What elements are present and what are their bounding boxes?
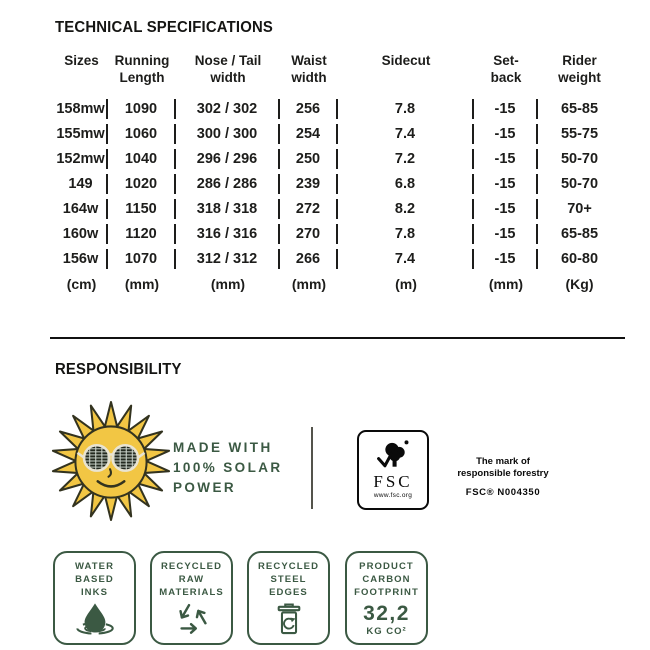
fsc-logo: [357, 430, 429, 510]
table-cell: 312 / 312: [176, 249, 280, 269]
table-cell: 1070: [108, 249, 176, 269]
recycle-arrows-icon: [173, 600, 211, 636]
table-cell: -15: [474, 174, 538, 194]
table-cell: 1090: [108, 99, 176, 119]
badge-label-line: INKS: [80, 587, 109, 598]
badge-label-line: EDGES: [269, 587, 308, 598]
badge-label-line: BASED: [75, 574, 114, 585]
solar-claim-line: MADE WITH: [173, 440, 273, 455]
badge-label-line: MATERIALS: [159, 587, 224, 598]
fsc-acronym: FSC: [373, 472, 413, 491]
table-cell: 65-85: [560, 101, 599, 117]
solar-claim-line: POWER: [173, 480, 237, 495]
table-cell: 7.4: [338, 249, 474, 269]
water-drop-icon: [70, 602, 120, 636]
unit-cell: (mm): [210, 276, 246, 292]
unit-cell: (mm): [124, 276, 160, 292]
fsc-mark-line: responsible forestry: [457, 467, 549, 479]
section-divider: [50, 337, 625, 339]
unit-cell: (mm): [488, 276, 524, 292]
carbon-footprint-value: 32,2: [363, 602, 410, 625]
table-cell: 7.2: [338, 149, 474, 169]
table-cell: 296 / 296: [176, 149, 280, 169]
table-cell: 270: [280, 224, 338, 244]
column-header-line: Nose / Tail: [194, 53, 262, 68]
table-cell: -15: [474, 224, 538, 244]
page-title: TECHNICAL SPECIFICATIONS: [55, 19, 274, 36]
spec-table-header: [55, 52, 621, 86]
badge-label-line: RECYCLED: [160, 561, 223, 572]
table-cell: 1040: [108, 149, 176, 169]
solar-claim: [173, 438, 283, 498]
table-cell: 6.8: [338, 174, 474, 194]
table-cell: 156w: [55, 249, 108, 269]
column-header-line: Set-: [493, 53, 519, 68]
table-row: [55, 224, 621, 244]
table-cell: -15: [474, 149, 538, 169]
column-header: [55, 52, 108, 86]
table-cell: 316 / 316: [176, 224, 280, 244]
table-row: [55, 149, 621, 169]
column-header-line: width: [291, 70, 327, 85]
unit-cell: (m): [395, 276, 417, 292]
table-cell: 1150: [108, 199, 176, 219]
responsibility-title: RESPONSIBILITY: [55, 361, 182, 378]
column-header-line: width: [210, 70, 246, 85]
table-cell: 302 / 302: [176, 99, 280, 119]
table-cell: 70+: [567, 201, 592, 217]
spec-table-body: [55, 99, 621, 269]
solar-claim-line: 100% SOLAR: [173, 460, 283, 475]
table-cell: 1020: [108, 174, 176, 194]
column-header-line: back: [490, 70, 522, 85]
spec-table-units: [55, 275, 621, 293]
table-cell: 239: [280, 174, 338, 194]
solar-sun-icon: [50, 400, 172, 522]
recycle-bin-icon: [274, 602, 304, 636]
column-header: [176, 52, 280, 86]
table-cell: 8.2: [338, 199, 474, 219]
column-header-line: Sizes: [64, 53, 99, 68]
table-row: [55, 199, 621, 219]
badge-label-line: CARBON: [362, 574, 411, 585]
column-header-line: Running: [114, 53, 170, 68]
column-header-line: Waist: [291, 53, 327, 68]
table-cell: 286 / 286: [176, 174, 280, 194]
table-row: [55, 174, 621, 194]
fsc-mark-line: The mark of: [476, 456, 530, 467]
badge-label-line: PRODUCT: [359, 561, 414, 572]
table-cell: 164w: [55, 199, 108, 219]
column-header: [280, 52, 338, 86]
table-cell: 7.4: [338, 124, 474, 144]
fsc-url: www.fsc.org: [373, 492, 413, 499]
table-cell: 254: [280, 124, 338, 144]
table-cell: 50-70: [560, 151, 599, 167]
table-cell: -15: [474, 199, 538, 219]
table-cell: 300 / 300: [176, 124, 280, 144]
column-header-line: Rider: [562, 53, 597, 68]
table-cell: 1060: [108, 124, 176, 144]
fsc-license-number: FSC® N004350: [465, 487, 541, 498]
badge-product-carbon-footprint: [345, 551, 428, 645]
table-row: [55, 249, 621, 269]
table-row: [55, 124, 621, 144]
table-cell: -15: [474, 99, 538, 119]
badge-label-line: STEEL: [270, 574, 307, 585]
table-cell: 250: [280, 149, 338, 169]
column-header: [474, 52, 538, 86]
table-cell: -15: [474, 124, 538, 144]
unit-cell: (Kg): [565, 276, 594, 292]
column-header-line: Sidecut: [381, 53, 431, 68]
carbon-footprint-unit: KG CO²: [366, 626, 407, 637]
table-cell: 60-80: [560, 251, 599, 267]
vertical-divider: [311, 427, 313, 509]
table-cell: 160w: [55, 224, 108, 244]
table-cell: 266: [280, 249, 338, 269]
column-header: [108, 52, 176, 86]
column-header-line: weight: [558, 70, 601, 85]
table-row: [55, 99, 621, 119]
table-cell: 318 / 318: [176, 199, 280, 219]
table-cell: 155mw: [55, 124, 108, 144]
fsc-caption: [434, 456, 572, 498]
unit-cell: (mm): [291, 276, 327, 292]
column-header: [538, 52, 621, 86]
column-header: [338, 52, 474, 86]
badge-recycled-raw-materials: [150, 551, 233, 645]
table-cell: 1120: [108, 224, 176, 244]
badge-label-line: RAW: [178, 574, 205, 585]
badge-label-line: FOOTPRINT: [354, 587, 419, 598]
table-cell: 152mw: [55, 149, 108, 169]
table-cell: 256: [280, 99, 338, 119]
unit-cell: (cm): [66, 276, 97, 292]
badge-water-based-inks: [53, 551, 136, 645]
table-cell: 149: [55, 174, 108, 194]
table-cell: 7.8: [338, 224, 474, 244]
table-cell: 55-75: [560, 126, 599, 142]
table-cell: 272: [280, 199, 338, 219]
table-cell: 50-70: [560, 176, 599, 192]
fsc-tree-check-icon: [371, 437, 415, 473]
column-header-line: Length: [119, 70, 165, 85]
table-cell: 158mw: [55, 99, 108, 119]
badge-recycled-steel-edges: [247, 551, 330, 645]
badge-label-line: RECYCLED: [257, 561, 320, 572]
table-cell: -15: [474, 249, 538, 269]
table-cell: 65-85: [560, 226, 599, 242]
spec-table: [55, 52, 621, 293]
badge-label-line: WATER: [74, 561, 115, 572]
table-cell: 7.8: [338, 99, 474, 119]
